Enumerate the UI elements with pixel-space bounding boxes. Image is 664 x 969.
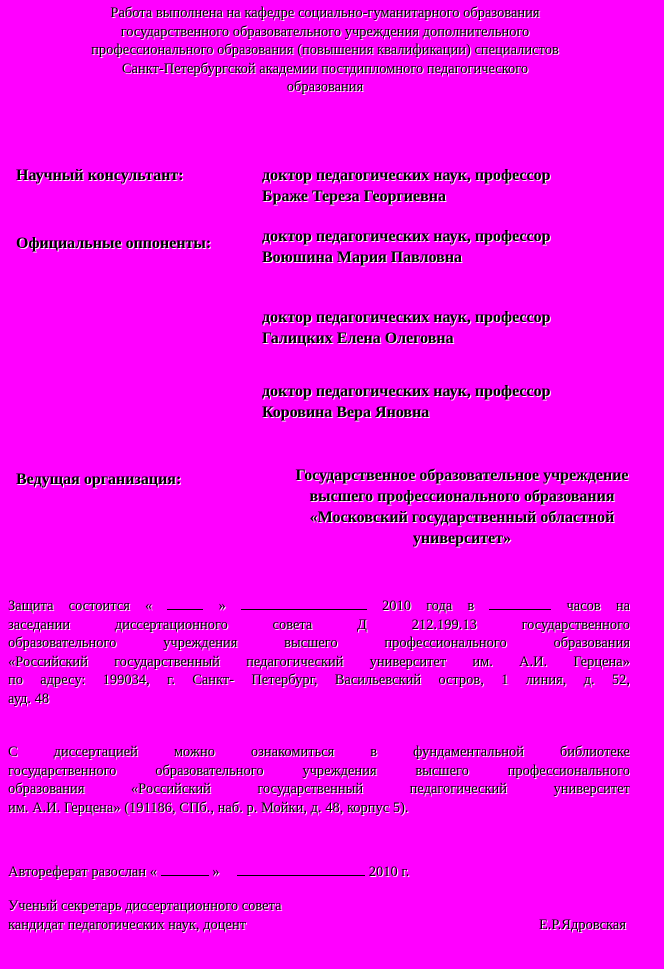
defense-line: «Российский государственный педагогический университет им. А.И. Герцена» [8, 653, 630, 670]
library-paragraph [8, 743, 630, 817]
lead-org-line: Государственное образовательное учреждение [295, 467, 629, 484]
mailed-month-blank [237, 863, 365, 876]
defense-line-1 [8, 597, 630, 616]
opponent-name: Коровина Вера Яновна [262, 404, 430, 421]
defense-line: заседании диссертационного совета Д 212.199.13 государственного [8, 616, 630, 633]
opponents-label: Официальные оппоненты: [16, 235, 212, 252]
opponent-name: Воюшина Мария Павловна [262, 249, 463, 266]
defense-line: образовательного учреждения высшего профессионального образования [8, 635, 630, 651]
defense-text: часов на [566, 598, 630, 614]
secretary-degree: кандидат педагогических наук, доцент [8, 916, 247, 933]
opponent-2 [262, 307, 550, 349]
library-line: С диссертацией можно ознакомиться в фундаментальной библиотеке [8, 744, 630, 760]
defense-text: Защита состоится « [8, 598, 153, 614]
consultant-degree: доктор педагогических наук, профессор [262, 167, 551, 184]
opponent-3 [262, 381, 550, 423]
intro-line: профессионального образования (повышения квалификации) специалистов [91, 42, 559, 58]
secretary-block [8, 897, 630, 934]
consultant-label: Научный консультант: [16, 167, 184, 184]
day-blank [167, 597, 203, 610]
opponent-degree: доктор педагогических наук, профессор [262, 383, 551, 400]
lead-org-line: университет» [412, 530, 512, 547]
secretary-title: Ученый секретарь диссертационного совета [8, 898, 282, 914]
intro-line: Работа выполнена на кафедре социально-гуманитарного образования [110, 5, 540, 21]
defense-paragraph [8, 597, 630, 708]
secretary-row [8, 916, 630, 935]
secretary-name: Е.Р.Ядровская [538, 916, 626, 933]
defense-text: » [218, 598, 226, 614]
opponent-degree: доктор педагогических наук, профессор [262, 309, 551, 326]
lead-org-label: Ведущая организация: [16, 471, 182, 488]
defense-line: по адресу: 199034, г. Санкт- Петербург, Васильевский остров, 1 линия, д. 52, [8, 672, 630, 688]
intro-line: Санкт-Петербургской академии постдипломного педагогического [121, 60, 529, 77]
consultant-name: Браже Тереза Георгиевна [262, 188, 446, 205]
intro-line: государственного образовательного учреждения дополнительного [120, 23, 530, 40]
opponent-degree: доктор педагогических наук, профессор [262, 228, 551, 245]
mailed-text: » [212, 864, 220, 880]
lead-org-line: «Московский государственный областной [309, 509, 615, 526]
library-line: образования «Российский государственный педагогический университет [8, 781, 630, 797]
defense-line: ауд. 48 [8, 690, 50, 707]
opponent-name: Галицких Елена Олеговна [262, 330, 454, 347]
mailed-day-blank [161, 863, 209, 876]
month-blank [241, 597, 367, 610]
mailed-text: Автореферат разослан « [8, 864, 158, 880]
library-line: государственного образовательного учреждения высшего профессионального [8, 762, 630, 779]
mailed-line [8, 863, 409, 882]
intro-text [20, 4, 630, 97]
hour-blank [489, 597, 551, 610]
lead-org-value [262, 465, 662, 549]
defense-text: 2010 года в [381, 598, 475, 614]
library-line: им. А.И. Герцена» (191186, СПб., наб. р. Мойки, д. 48, корпус 5). [8, 799, 409, 816]
lead-org-line: высшего профессионального образования [309, 488, 615, 505]
consultant-value [262, 165, 550, 207]
mailed-text: 2010 г. [368, 864, 410, 880]
opponent-1 [262, 226, 550, 268]
intro-line: образования [286, 79, 364, 95]
